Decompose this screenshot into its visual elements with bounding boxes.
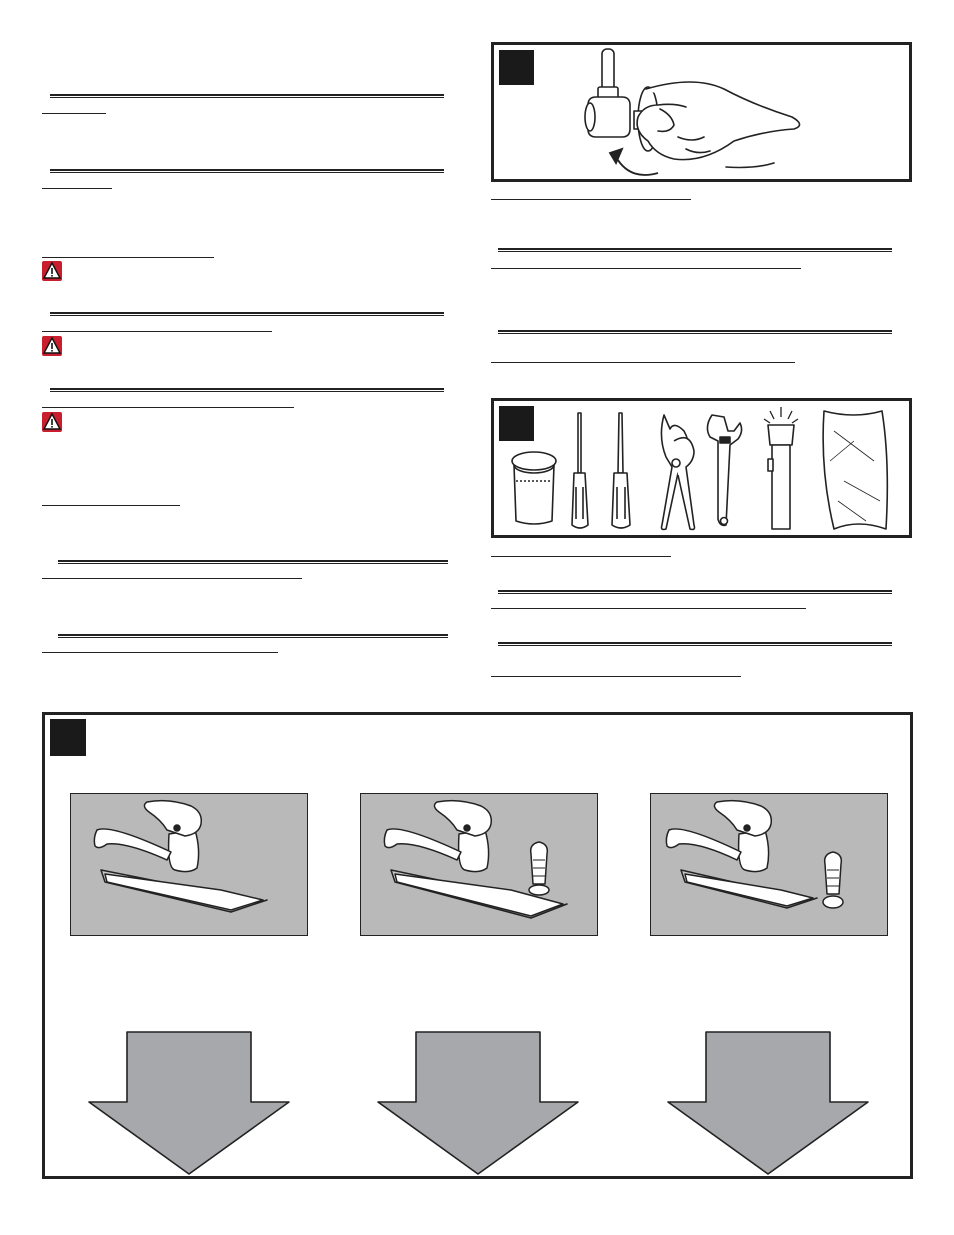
text-rule <box>42 257 214 258</box>
adjustable-wrench-icon <box>707 415 741 525</box>
warning-triangle-icon <box>42 412 62 432</box>
text-rule <box>42 578 302 579</box>
down-arrow-icon <box>87 1030 293 1176</box>
down-arrow-icon <box>666 1030 872 1176</box>
channel-lock-pliers-icon <box>661 415 694 530</box>
figure-tools <box>491 398 912 538</box>
flat-screwdriver-icon <box>572 413 588 528</box>
section-rule <box>498 642 892 646</box>
section-rule <box>50 94 444 98</box>
text-rule <box>491 199 691 200</box>
phillips-screwdriver-icon <box>612 413 630 528</box>
figure-faucet-types <box>42 712 913 1179</box>
text-rule <box>42 113 106 114</box>
text-rule <box>491 268 801 269</box>
faucet-no-spray-icon <box>71 794 307 935</box>
section-rule <box>58 634 448 638</box>
text-rule <box>42 407 294 408</box>
warning-triangle-icon <box>42 336 62 356</box>
text-rule <box>42 652 278 653</box>
text-rule <box>42 188 112 189</box>
section-rule <box>50 388 444 392</box>
down-arrow-icon <box>376 1030 582 1176</box>
section-rule <box>498 248 892 252</box>
text-rule <box>42 505 180 506</box>
faucet-deck-spray-icon <box>361 794 597 935</box>
plumbers-putty-icon <box>512 452 556 524</box>
shutoff-valve-hand-icon <box>574 45 814 181</box>
section-rule <box>498 590 892 594</box>
faucet-photo-no-spray <box>70 793 308 936</box>
faucet-photo-deck-spray <box>360 793 598 936</box>
text-rule <box>42 331 272 332</box>
text-rule <box>491 676 741 677</box>
section-rule <box>50 169 444 173</box>
section-rule <box>498 330 892 334</box>
faucet-side-spray-icon <box>651 794 887 935</box>
step-number-box <box>50 719 86 756</box>
section-rule <box>58 560 448 564</box>
warning-triangle-icon <box>42 261 62 281</box>
text-rule <box>491 362 795 363</box>
text-rule <box>491 608 806 609</box>
flashlight-icon <box>764 407 798 529</box>
towel-icon <box>823 411 887 529</box>
text-rule <box>491 556 671 557</box>
step-number-box <box>499 50 534 85</box>
faucet-photo-side-spray <box>650 793 888 936</box>
section-rule <box>50 312 444 316</box>
figure-shutoff-valve <box>491 42 912 182</box>
